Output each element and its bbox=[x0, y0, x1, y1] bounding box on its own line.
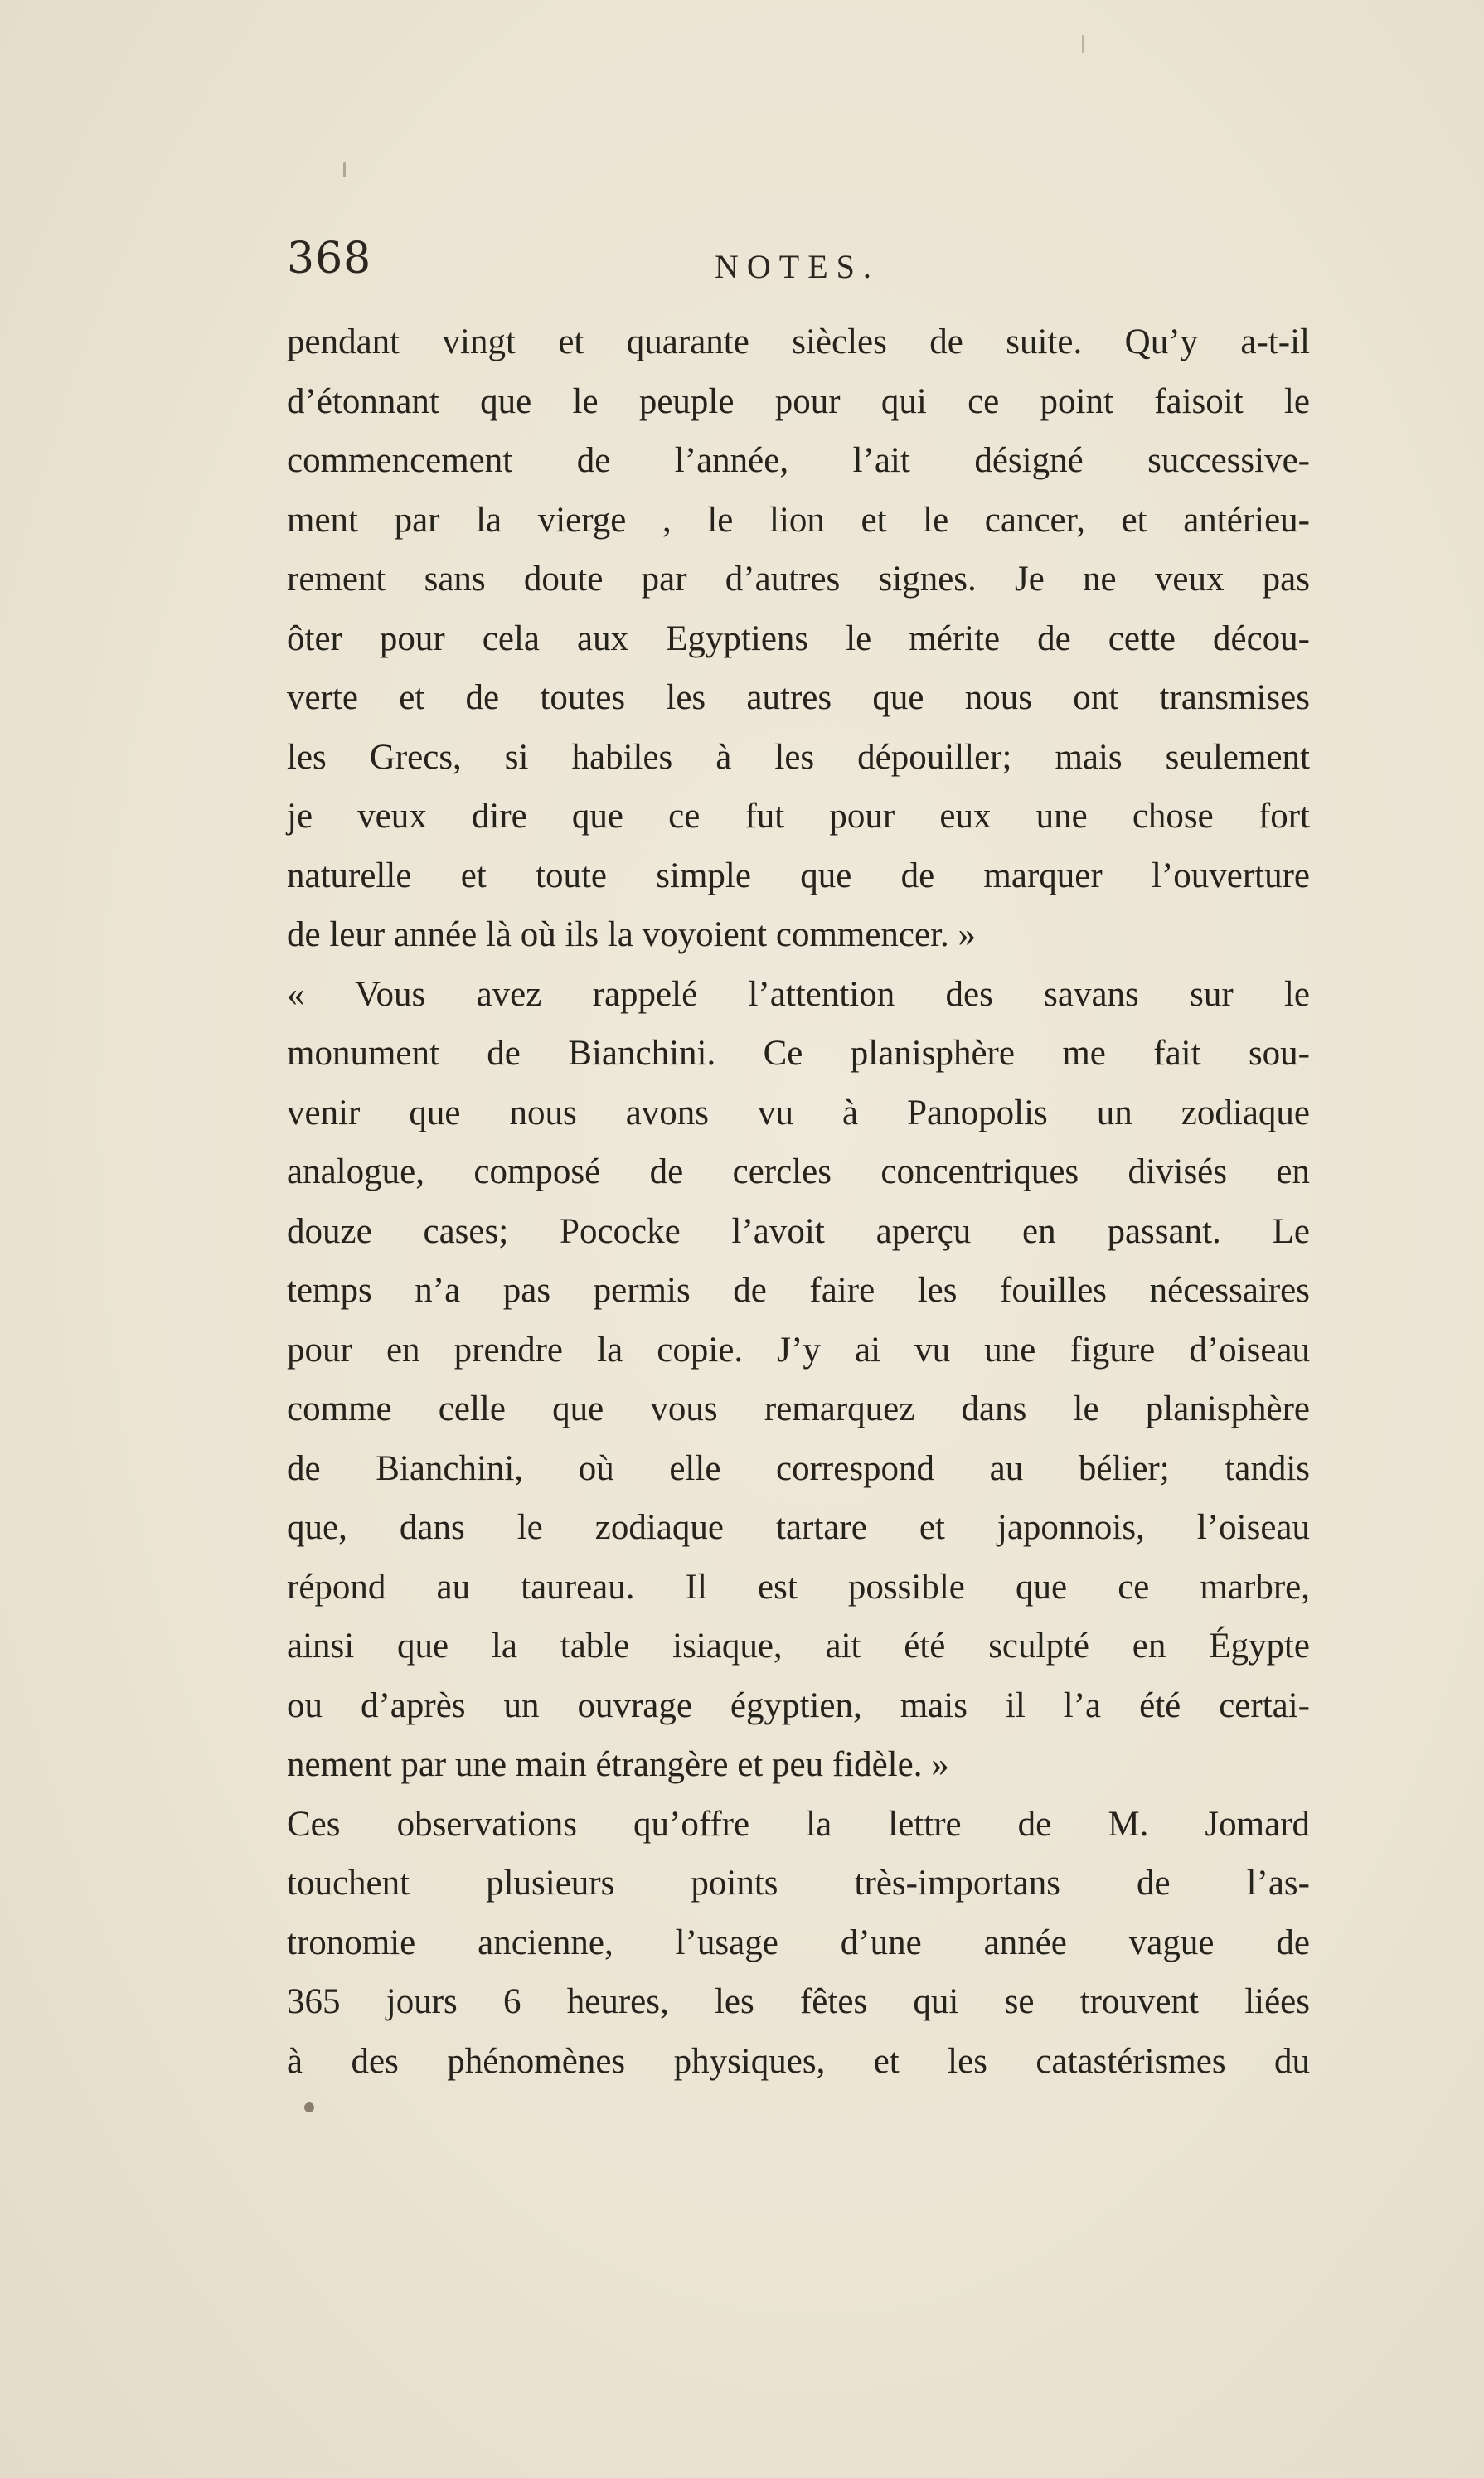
text-line: venir que nous avons vu à Panopolis un zodiaque bbox=[287, 1093, 1310, 1132]
text-line: tronomie ancienne, l’usage d’une année vague de bbox=[287, 1923, 1310, 1962]
text-line: que, dans le zodiaque tartare et japonnois, l’oiseau bbox=[287, 1508, 1310, 1547]
running-head: NOTES. bbox=[715, 248, 880, 285]
text-line: comme celle que vous remarquez dans le planisphère bbox=[287, 1389, 1310, 1428]
text-line: répond au taureau. Il est possible que ce marbre, bbox=[287, 1567, 1310, 1607]
text-line: de leur année là où ils la voyoient commencer. » bbox=[287, 915, 977, 954]
paper-speck bbox=[343, 162, 346, 177]
text-line: ou d’après un ouvrage égyptien, mais il l’a été certai- bbox=[287, 1685, 1310, 1725]
text-line: commencement de l’année, l’ait désigné successive- bbox=[287, 441, 1310, 480]
text-line: pendant vingt et quarante siècles de suite. Qu’y a-t-il bbox=[287, 322, 1310, 361]
paper-speck bbox=[1082, 35, 1084, 53]
paper-speck bbox=[304, 2102, 314, 2112]
page-header bbox=[287, 234, 1315, 300]
text-line: Ces observations qu’offre la lettre de M. Jomard bbox=[287, 1804, 1310, 1844]
text-line: pour en prendre la copie. J’y ai vu une figure d’oiseau bbox=[287, 1330, 1310, 1370]
text-line: de Bianchini, où elle correspond au bélier; tandis bbox=[287, 1448, 1310, 1488]
text-line: temps n’a pas permis de faire les fouilles nécessaires bbox=[287, 1271, 1310, 1310]
page-number: 368 bbox=[287, 234, 372, 284]
text-line: analogue, composé de cercles concentriques divisés en bbox=[287, 1152, 1310, 1191]
text-line: je veux dire que ce fut pour eux une chose fort bbox=[287, 797, 1310, 836]
text-line: les Grecs, si habiles à les dépouiller; mais seulement bbox=[287, 737, 1310, 777]
text-line: 365 jours 6 heures, les fêtes qui se trouvent liées bbox=[287, 1982, 1310, 2021]
text-line: d’étonnant que le peuple pour qui ce point faisoit le bbox=[287, 381, 1310, 421]
text-line: à des phénomènes physiques, et les catastérismes du bbox=[287, 2041, 1310, 2081]
text-line: monument de Bianchini. Ce planisphère me fait sou- bbox=[287, 1034, 1310, 1073]
text-line: « Vous avez rappelé l’attention des savans sur le bbox=[287, 974, 1310, 1014]
body-text bbox=[287, 313, 1310, 2091]
text-line: rement sans doute par d’autres signes. Je ne veux pas bbox=[287, 560, 1310, 599]
text-line: douze cases; Pococke l’avoit aperçu en passant. Le bbox=[287, 1211, 1310, 1251]
text-line: naturelle et toute simple que de marquer l’ouverture bbox=[287, 856, 1310, 895]
text-line: ment par la vierge , le lion et le cancer, et antérieu- bbox=[287, 500, 1310, 540]
text-line: ainsi que la table isiaque, ait été sculpté en Égypte bbox=[287, 1627, 1310, 1666]
text-line: verte et de toutes les autres que nous ont transmises bbox=[287, 678, 1310, 717]
text-line: ôter pour cela aux Egyptiens le mérite de cette décou- bbox=[287, 618, 1310, 658]
text-line: touchent plusieurs points très-importans de l’as- bbox=[287, 1864, 1310, 1903]
text-line: nement par une main étrangère et peu fidèle. » bbox=[287, 1745, 949, 1784]
